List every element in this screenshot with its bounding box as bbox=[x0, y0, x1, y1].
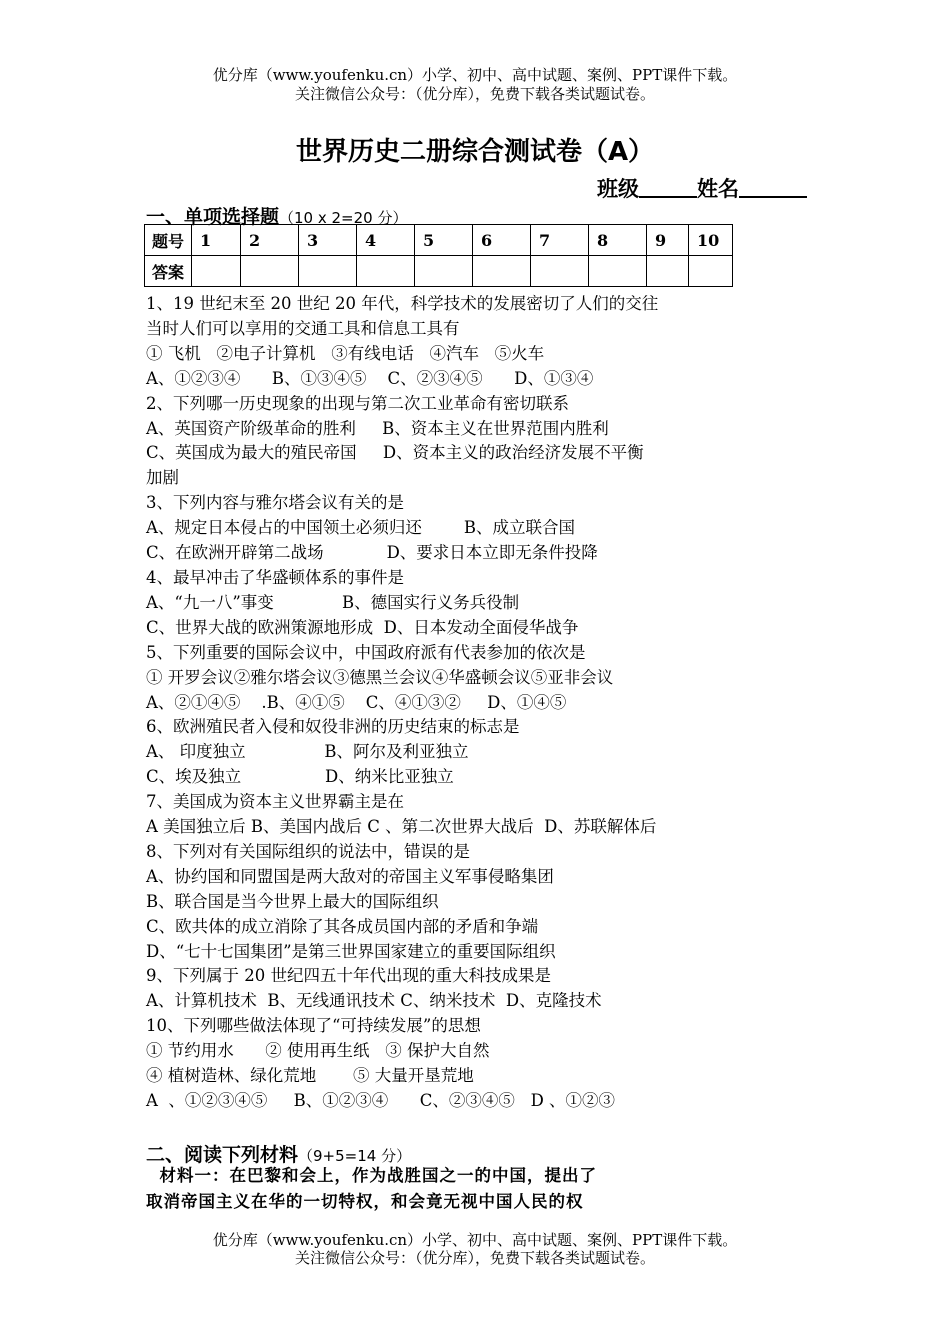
option-line: A、计算机技术 B、无线通讯技术 C、纳米技术 D、克隆技术 bbox=[146, 991, 602, 1011]
option-line: A、协约国和同盟国是两大敌对的帝国主义军事侵略集团 bbox=[146, 866, 554, 886]
question-number: 8 bbox=[589, 225, 647, 256]
question-line: 当时人们可以享用的交通工具和信息工具有 bbox=[146, 318, 460, 338]
option-line: ④ 植树造林、绿化荒地 ⑤ 大量开垦荒地 bbox=[146, 1066, 474, 1086]
question-line: 1、19 世纪末至 20 世纪 20 年代，科学技术的发展密切了人们的交往 bbox=[146, 294, 659, 313]
material-line: 材料一：在巴黎和会上，作为战胜国之一的中国，提出了 bbox=[146, 1166, 597, 1185]
answer-table-answer-row bbox=[145, 256, 733, 287]
answer-table-number-row bbox=[145, 225, 733, 256]
page-footer-line-1: 优分库（www.youfenku.cn）小学、初中、高中试题、案例、PPT课件下载。 bbox=[212, 1231, 738, 1249]
material-line: 取消帝国主义在华的一切特权，和会竟无视中国人民的权 bbox=[146, 1192, 584, 1211]
question-line: 9、下列属于 20 世纪四五十年代出现的重大科技成果是 bbox=[146, 966, 551, 986]
option-line: ① 节约用水 ② 使用再生纸 ③ 保护大自然 bbox=[146, 1041, 490, 1061]
class-blank[interactable] bbox=[639, 176, 697, 198]
option-line: ① 飞机 ②电子计算机 ③有线电话 ④汽车 ⑤火车 bbox=[146, 343, 545, 363]
answer-cell[interactable] bbox=[473, 256, 531, 287]
option-line: 加剧 bbox=[146, 468, 179, 488]
question-number: 1 bbox=[192, 225, 241, 256]
question-number: 7 bbox=[531, 225, 589, 256]
question-line: 10、下列哪些做法体现了“可持续发展”的思想 bbox=[146, 1016, 481, 1036]
page-title: 世界历史二册综合测试卷（A） bbox=[295, 137, 655, 167]
question-number: 2 bbox=[241, 225, 299, 256]
question-number: 3 bbox=[299, 225, 357, 256]
question-number: 6 bbox=[473, 225, 531, 256]
answer-cell[interactable] bbox=[299, 256, 357, 287]
page-header-line-1: 优分库（www.youfenku.cn）小学、初中、高中试题、案例、PPT课件下载。 bbox=[212, 66, 738, 84]
page-header-line-2: 关注微信公众号：（优分库），免费下载各类试题试卷。 bbox=[294, 85, 655, 103]
option-line: A、 印度独立 B、阿尔及利亚独立 bbox=[146, 742, 469, 762]
option-line: C、埃及独立 D、纳米比亚独立 bbox=[146, 767, 454, 787]
option-line: C、欧共体的成立消除了其各成员国内部的矛盾和争端 bbox=[146, 916, 539, 936]
question-line: 2、下列哪一历史现象的出现与第二次工业革命有密切联系 bbox=[146, 393, 569, 413]
name-blank[interactable] bbox=[739, 176, 807, 198]
question-line: 6、欧洲殖民者入侵和奴役非洲的历史结束的标志是 bbox=[146, 717, 520, 737]
option-line: A 美国独立后 B、美国内战后 C 、第二次世界大战后 D、苏联解体后 bbox=[146, 817, 657, 837]
material-passage bbox=[146, 1163, 866, 1215]
class-name-line bbox=[597, 173, 807, 203]
option-line: ① 开罗会议②雅尔塔会议③德黑兰会议④华盛顿会议⑤亚非会议 bbox=[146, 667, 614, 687]
section-2-title: 二、阅读下列材料 bbox=[146, 1144, 299, 1166]
answer-cell[interactable] bbox=[415, 256, 473, 287]
option-line: C、世界大战的欧洲策源地形成 D、日本发动全面侵华战争 bbox=[146, 617, 579, 637]
question-number: 4 bbox=[357, 225, 415, 256]
question-list bbox=[146, 292, 906, 1114]
option-line: A 、①②③④⑤ B、①②③④ C、②③④⑤ D 、①②③ bbox=[146, 1091, 616, 1110]
option-line: A、英国资产阶级革命的胜利 B、资本主义在世界范围内胜利 bbox=[146, 418, 609, 438]
option-line: C、英国成为最大的殖民帝国 D、资本主义的政治经济发展不平衡 bbox=[146, 443, 644, 463]
section-2-score: （9+5=14 分） bbox=[298, 1147, 412, 1165]
answer-cell[interactable] bbox=[241, 256, 299, 287]
question-line: 8、下列对有关国际组织的说法中，错误的是 bbox=[146, 841, 470, 861]
option-line: C、在欧洲开辟第二战场 D、要求日本立即无条件投降 bbox=[146, 543, 598, 563]
answer-row-label: 答案 bbox=[145, 256, 192, 287]
option-line: B、联合国是当今世界上最大的国际组织 bbox=[146, 891, 439, 911]
option-line: A、②①④⑤ .B、④①⑤ C、④①③② D、①④⑤ bbox=[146, 692, 567, 712]
class-label: 班级 bbox=[597, 177, 639, 201]
option-line: A、规定日本侵占的中国领土必须归还 B、成立联合国 bbox=[146, 518, 575, 538]
answer-cell[interactable] bbox=[689, 256, 733, 287]
section-1-score: （10 x 2=20 分） bbox=[279, 209, 408, 227]
answer-cell[interactable] bbox=[192, 256, 241, 287]
answer-cell[interactable] bbox=[647, 256, 689, 287]
section-1-title: 一、单项选择题 bbox=[146, 206, 280, 228]
question-number: 5 bbox=[415, 225, 473, 256]
page-footer-line-2: 关注微信公众号：（优分库），免费下载各类试题试卷。 bbox=[294, 1249, 655, 1267]
answer-cell[interactable] bbox=[531, 256, 589, 287]
question-line: 4、最早冲击了华盛顿体系的事件是 bbox=[146, 567, 404, 587]
answer-cell[interactable] bbox=[357, 256, 415, 287]
question-number: 9 bbox=[647, 225, 689, 256]
option-line: D、“七十七国集团”是第三世界国家建立的重要国际组织 bbox=[146, 941, 556, 961]
answer-cell[interactable] bbox=[589, 256, 647, 287]
answer-table bbox=[144, 224, 733, 287]
name-label: 姓名 bbox=[697, 177, 739, 201]
question-line: 7、美国成为资本主义世界霸主是在 bbox=[146, 792, 404, 812]
option-line: A、“九一八”事变 B、德国实行义务兵役制 bbox=[146, 592, 520, 612]
question-number: 10 bbox=[689, 225, 733, 256]
question-line: 3、下列内容与雅尔塔会议有关的是 bbox=[146, 493, 404, 513]
option-line: A、①②③④ B、①③④⑤ C、②③④⑤ D、①③④ bbox=[146, 368, 594, 388]
number-row-label: 题号 bbox=[145, 225, 192, 256]
question-line: 5、下列重要的国际会议中，中国政府派有代表参加的依次是 bbox=[146, 642, 586, 662]
